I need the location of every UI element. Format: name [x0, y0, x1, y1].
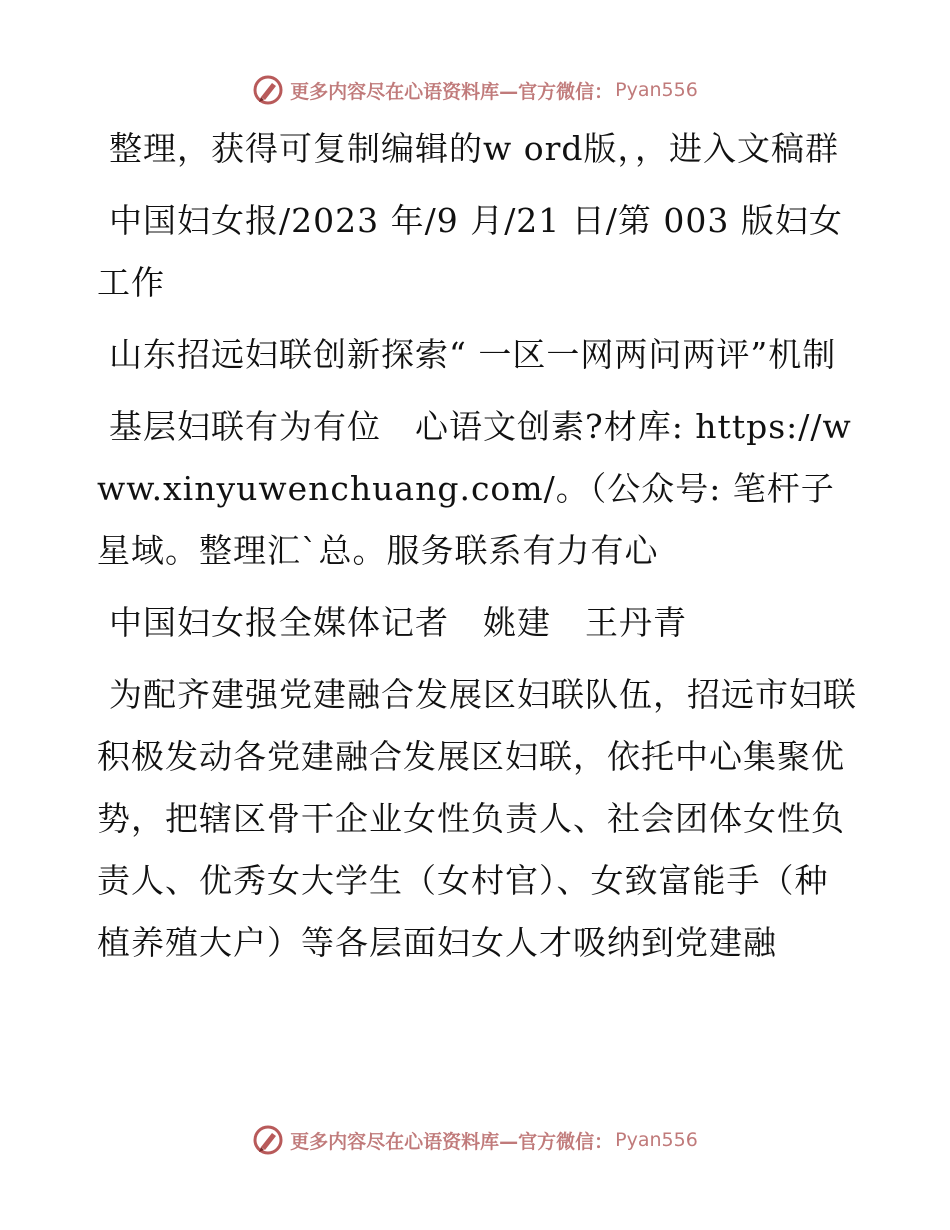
source-line: 中国妇女报/2023 年/9 月/21 日/第 003 版妇女工作	[97, 201, 843, 302]
article-title: 山东招远妇联创新探索“ 一区一网两问两评”机制	[109, 335, 837, 374]
document-body	[97, 118, 857, 984]
header-watermark	[0, 70, 950, 110]
byline: 中国妇女报全媒体记者 姚建 王丹青	[109, 603, 687, 642]
watermark-text: 更多内容尽在心语资料库—官方微信：	[290, 1130, 614, 1153]
pen-logo-icon	[252, 1124, 284, 1156]
watermark-wechat-id: Pyan556	[615, 79, 698, 101]
footer-watermark	[0, 1120, 950, 1160]
pen-logo-icon	[252, 74, 284, 106]
watermark-wechat-id: Pyan556	[615, 1129, 698, 1151]
watermark-text: 更多内容尽在心语资料库—官方微信：	[290, 80, 614, 103]
intro-line: 整理，获得可复制编辑的w ord版，，进入文稿群	[109, 129, 840, 168]
subtitle-line: 基层妇联有为有位 心语文创素?材库: https://www.xinyuwenchuang.com/。（公众号: 笔杆子星域。整理汇`总。服务联系有力有心	[97, 407, 852, 570]
body-paragraph: 为配齐建强党建融合发展区妇联队伍，招远市妇联积极发动各党建融合发展区妇联，依托中心集聚优势，把辖区骨干企业女性负责人、社会团体女性负责人、优秀女大学生（女村官）、女致富能手（种植养殖大户）等各层面妇女人才吸纳到党建融	[97, 675, 857, 962]
